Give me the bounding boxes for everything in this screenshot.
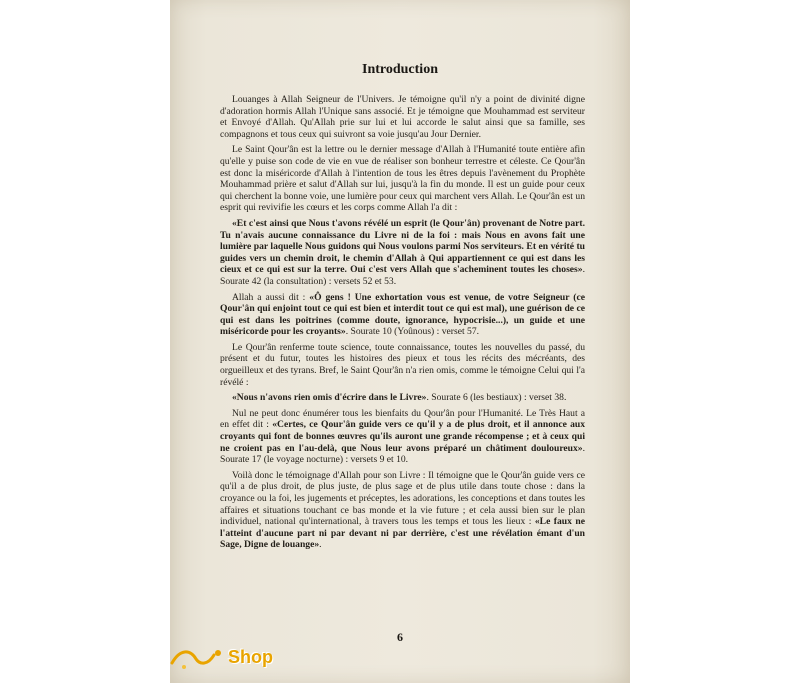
paragraph xyxy=(220,94,585,140)
text-segment: Louanges à Allah Seigneur de l'Univers. Je témoigne qu'il n'y a point de divinité digne d'adoration hormis Allah l'Unique sans associé. Et je témoigne que Mouhammad est serviteur et Envoyé d'Allah. Qu'Allah prie sur lui et lui accorde le salut ainsi que sa famille, ses compagnons et tous ceux qui suivront sa voie jusqu'au Jour Dernier. xyxy=(220,94,585,140)
shop-logo-text: Shop xyxy=(228,647,273,667)
text-segment: . Sourate 42 (la consultation) : versets 52 et 53. xyxy=(220,264,585,287)
quote-text: «Ô gens ! Une exhortation vous est venue, de votre Seigneur (ce Qour'ân qui enjoint tout ce qui est bien et interdit tout ce qui est mal), une guérison de ce qui est dans les poitrines (comme doute, ignorance, hypocrisie...), un guide et une miséricorde pour les croyants» xyxy=(220,291,585,338)
page-title: Introduction xyxy=(362,62,438,77)
shop-logo[interactable] xyxy=(170,643,290,673)
paragraph xyxy=(220,292,585,338)
quote-text: «Nous n'avons rien omis d'écrire dans le Livre» xyxy=(232,392,427,404)
quote-text: «Et c'est ainsi que Nous t'avons révélé un esprit (le Qour'ân) provenant de Notre part. Tu n'avais aucune connaissance du Livre ni de la foi : mais Nous en avons fait une lumière par laquelle Nous guidons qui Nous voulons parmi Nos serviteurs. Et en vérité tu guides vers un chemin droit, le chemin d'Allah à Qui appartiennent ce qui est dans les cieux et ce qui est sur la terre. Oui c'est vers Allah que s'acheminent toutes les choses» xyxy=(220,217,585,276)
text-segment: . Sourate 6 (les bestiaux) : verset 38. xyxy=(426,392,567,404)
swirl-icon xyxy=(170,643,230,673)
text-segment: . Sourate 17 (le voyage nocturne) : versets 9 et 10. xyxy=(220,442,585,466)
text-segment: Le Qour'ân renferme toute science, toute connaissance, toutes les nouvelles du passé, du présent et du futur, toutes les histoires des pieux et tous les récits des mécréants, des orgueilleux et des tyrans. Bref, le Saint Qour'ân n'a rien omis, comme le témoigne Celui qui l'a révélé : xyxy=(220,341,585,388)
body-text xyxy=(220,94,585,555)
text-segment: Nul ne peut donc énumérer tous les bienfaits du Qour'ân pour l'Humanité. Le Très Haut a en effet dit : xyxy=(220,407,585,431)
text-segment: Le Saint Qour'ân est la lettre ou le dernier message d'Allah à l'Humanité toute entière afin qu'elle y puise son code de vie en vue de réaliser son bonheur terrestre et céleste. Ce Qour'ân est donc la miséricorde d'Allah à l'intention de tous les êtres depuis l'avènement du Prophète Mouhammad prière et salut d'Allah sur lui, jusqu'à la fin du monde. Il est un guide pour ceux qui cherchent la bonne voie, une lumière pour ceux qui marchent vers Allah. Le Qour'ân est un esprit qui revivifie les cœurs et les corps comme Allah l'a dit : xyxy=(220,144,585,214)
text-segment: Voilà donc le témoignage d'Allah pour son Livre : Il témoigne que le Qour'ân guide vers ce qu'il a de plus droit, de plus juste, de plus sage et de plus utile dans toute chose : dans la croyance ou la foi, les jugements et préceptes, les adorations, les conceptions et dans toutes les affaires et situations touchant ce bas monde et la vie future ; et cela aussi bien sur le plan individuel, national qu'international, à travers tous les temps et tous les lieux : xyxy=(220,469,585,528)
paragraph xyxy=(220,470,585,551)
paragraph xyxy=(220,408,585,466)
quote-text: «Certes, ce Qour'ân guide vers ce qu'il y a de plus droit, et il annonce aux croyants qui font de bonnes œuvres qu'ils auront une grande récompense ; et à ceux qui ne croient pas en l'au-delà, que Nous leur avons préparé un châtiment douloureux» xyxy=(220,419,586,454)
text-segment: Allah a aussi dit : xyxy=(232,291,310,303)
book-page xyxy=(170,0,630,683)
paragraph xyxy=(220,218,585,288)
paragraph xyxy=(220,392,585,404)
quote-text: «Le faux ne l'atteint d'aucune part ni par devant ni par derrière, c'est une révélation émant d'un Sage, Digne de louange» xyxy=(220,516,585,551)
page-number: 6 xyxy=(397,630,403,644)
paragraph xyxy=(220,144,585,214)
text-segment: . xyxy=(319,539,322,551)
text-segment: . Sourate 10 (Yoûnous) : verset 57. xyxy=(345,326,480,338)
paragraph xyxy=(220,342,585,388)
